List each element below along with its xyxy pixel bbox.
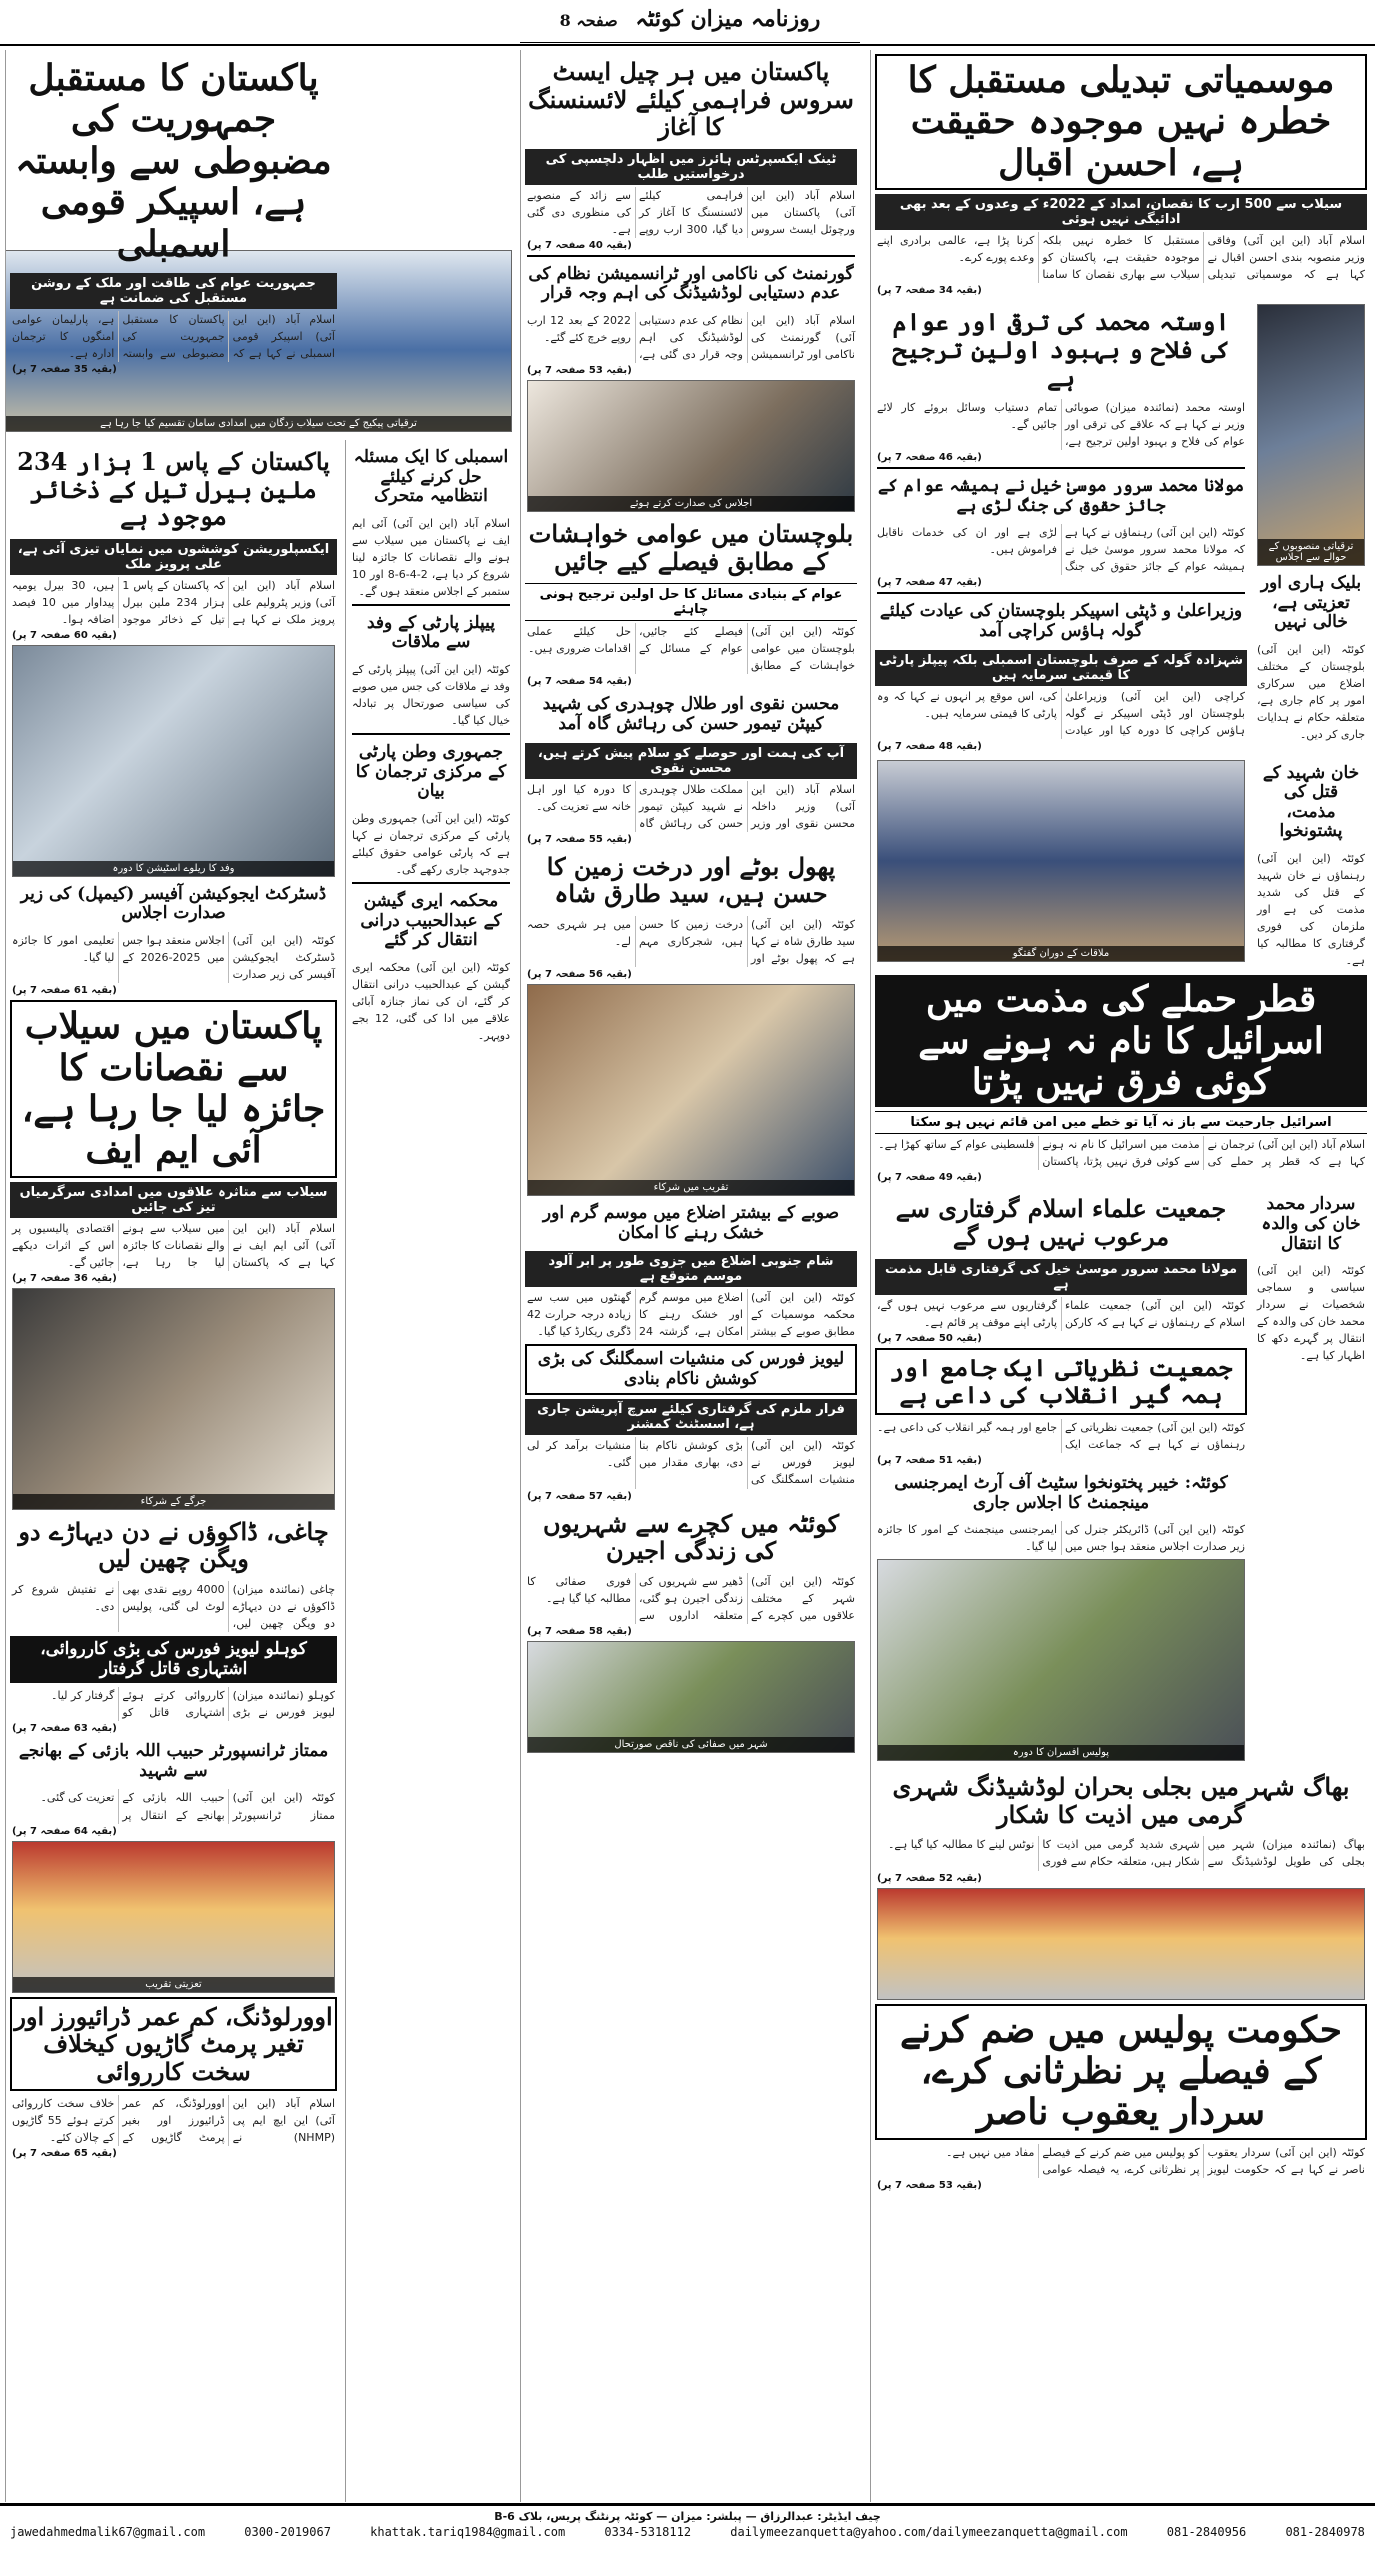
headline: پھول بوٹے اور درخت زمین کا حسن ہیں، سید طارق شاہ bbox=[546, 851, 836, 909]
divider bbox=[877, 592, 1245, 594]
phone-number: 081-2840978 bbox=[1285, 2525, 1365, 2539]
column-right bbox=[870, 50, 1371, 2502]
article-body: کوئٹہ (این این آئی) جمہوری وطن پارٹی کے مرکزی ترجمان نے کہا ہے کہ پارٹی عوامی حقوق کیلئے جدوجہد جاری رکھے گی۔ bbox=[352, 811, 510, 876]
divider bbox=[877, 467, 1245, 469]
article-body: کوئٹہ (این این آئی) لیویز فورس نے منشیات اسمگلنگ کی بڑی کوشش ناکام بنا دی، بھاری مقدار میں منشیات برآمد کر لی گئی۔ bbox=[527, 1439, 855, 1487]
page-number: صفحہ 8 bbox=[559, 11, 618, 30]
continued-note: (بقیہ 60 صفحہ 7 پر) bbox=[12, 629, 117, 641]
news-photo bbox=[12, 645, 335, 877]
continued-note: (بقیہ 56 صفحہ 7 پر) bbox=[527, 969, 632, 981]
news-photo bbox=[1257, 304, 1365, 566]
subheadline: عوام کے بنیادی مسائل کا حل اولین ترجیح ہونی چاہئے bbox=[525, 583, 857, 621]
headline: موسمیاتی تبدیلی مستقبل کا خطرہ نہیں موجودہ حقیقت ہے، احسن اقبال bbox=[875, 54, 1367, 190]
photo-caption: اجلاس کی صدارت کرتے ہوئے bbox=[528, 496, 854, 511]
article-body: کراچی (این این آئی) وزیراعلیٰ بلوچستان اور ڈپٹی اسپیکر نے گولہ ہاؤس کراچی کا دورہ کیا اور عیادت کی، اس موقع پر انہوں نے کہا کہ وہ پارٹی کا قیمتی سرمایہ ہیں۔ bbox=[877, 689, 1245, 737]
news-photo bbox=[877, 1559, 1245, 1761]
photo-caption: شہر میں صفائی کی ناقص صورتحال bbox=[528, 1737, 854, 1752]
headline: بھاگ شہر میں بجلی بحران لوڈشیڈنگ شہری گرمی میں اذیت کا شکار bbox=[892, 1772, 1350, 1829]
headline: پاکستان میں سیلاب سے نقصانات کا جائزہ لیا جا رہا ہے، آئی ایم ایف bbox=[10, 1000, 337, 1178]
continued-note: (بقیہ 65 صفحہ 7 پر) bbox=[12, 2148, 117, 2160]
article-body: اسلام آباد (این این آئی) ترجمان نے کہا ہے کہ قطر پر حملے کی مذمت میں اسرائیل کا نام نہ ہونے سے کوئی فرق نہیں پڑتا، پاکستان فلسطینی عوام کے ساتھ کھڑا ہے۔ bbox=[878, 1138, 1365, 1169]
headline: اسمبلی کا ایک مسئلہ حل کرنے کیلئے انتظامیہ متحرک bbox=[353, 447, 509, 507]
photo-caption: وفد کا ریلوے اسٹیشن کا دورہ bbox=[13, 861, 334, 876]
subheadline: فرار ملزم کی گرفتاری کیلئے سرچ آپریشن جاری ہے، اسسٹنٹ کمشنر bbox=[525, 1399, 857, 1435]
headline: چاغی، ڈاکوؤں نے دن دیہاڑے دو ویگن چھین لیں bbox=[18, 1516, 329, 1574]
article-body: بھاگ (نمائندہ میزان) شہر میں بجلی کی طویل لوڈشیڈنگ سے شہری شدید گرمی میں اذیت کا شکار ہیں، متعلقہ حکام سے فوری نوٹس لینے کا مطالبہ کیا گیا ہے۔ bbox=[887, 1838, 1365, 1869]
divider bbox=[352, 604, 510, 606]
article-body: کوئٹہ (این این آئی) شہر کے مختلف علاقوں میں کچرے کے ڈھیر سے شہریوں کی زندگی اجیرن ہو گئی، متعلقہ اداروں سے فوری صفائی کا مطالبہ کیا گیا ہے۔ bbox=[527, 1574, 855, 1622]
headline: محکمہ ایری گیشن کے عبدالحبیب درانی انتقال کر گئے bbox=[360, 890, 502, 951]
article-body: کوئٹہ (این این آئی) محکمہ ایری گیشن کے عبدالحبیب درانی انتقال کر گئے، ان کی نماز جنازہ آبائی علاقے میں ادا کی گئی، 12 بجے دوپہر۔ bbox=[352, 960, 511, 1042]
top-rule bbox=[0, 44, 1375, 46]
footer-imprint bbox=[0, 2503, 1375, 2560]
continued-note: (بقیہ 34 صفحہ 7 پر) bbox=[877, 285, 982, 297]
subheadline: آپ کی ہمت اور حوصلے کو سلام پیش کرتے ہیں، محسن نقوی bbox=[525, 743, 857, 779]
photo-caption: تقریب میں شرکاء bbox=[528, 1180, 854, 1195]
headline: گورنمنٹ کی ناکامی اور ٹرانسمیشن نظام کی عدم دستیابی لوڈشیڈنگ کی اہم وجہ قرار bbox=[528, 263, 854, 304]
article-body: کوئٹہ (این این آئی) سردار یعقوب ناصر نے کہا ہے کہ حکومت لیویز کو پولیس میں ضم کرنے کے فیصلے پر نظرثانی کرے، یہ فیصلہ عوامی مفاد میں نہیں ہے۔ bbox=[946, 2145, 1365, 2176]
article-body: کوئٹہ (این این آئی) ممتاز ٹرانسپورٹر حبیب اللہ بازئی کے بھانجے کے انتقال پر تعزیت کی گئی۔ bbox=[40, 1791, 335, 1822]
subheadline: جمہوریت عوام کی طاقت اور ملک کے روشن مستقبل کی ضمانت ہے bbox=[10, 273, 337, 309]
headline: ڈسٹرکٹ ایجوکیشن آفیسر (کیمپل) کی زیر صدارت اجلاس bbox=[20, 883, 327, 924]
headline: لیویز فورس کی منشیات اسمگلنگ کی بڑی کوشش ناکام بنادی bbox=[525, 1344, 857, 1395]
photo-caption: جرگے کے شرکاء bbox=[13, 1494, 334, 1509]
continued-note: (بقیہ 54 صفحہ 7 پر) bbox=[527, 676, 632, 688]
article-body: اسلام آباد (این این آئی) پاکستان میں ورچوئل ایسٹ سروس فراہمی کیلئے لائسنسنگ کا آغاز کر دیا گیا، 300 ارب روپے سے زائد کے منصوبے کی منظوری دی گئی ہے۔ bbox=[527, 188, 855, 236]
headline: پاکستان میں ہر چیل ایسٹ سروس فراہمی کیلئے لائسنسنگ کا آغاز bbox=[528, 57, 854, 142]
continued-note: (بقیہ 36 صفحہ 7 پر) bbox=[12, 1272, 117, 1284]
subheadline: شام جنوبی اضلاع میں جزوی طور پر ابر آلود موسم متوقع ہے bbox=[525, 1251, 857, 1287]
article-body: کوئٹہ (این این آئی) پیپلز پارٹی کے وفد نے ملاقات کی جس میں صوبے کی سیاسی صورتحال پر تبادلہ خیال کیا گیا۔ bbox=[352, 662, 510, 728]
article-body: کوئٹہ (این این آئی) رہنماؤں نے کہا ہے کہ مولانا محمد سرور موسیٰ خیل نے ہمیشہ عوام کے جائز حقوق کی جنگ لڑی ہے اور ان کی خدمات ناقابل فراموش ہیں۔ bbox=[877, 526, 1245, 574]
article-body: چاغی (نمائندہ میزان) ڈاکوؤں نے دن دیہاڑے دو ویگن چھین لیں، 4000 روپے نقدی بھی لوٹ لی گئی، پولیس نے تفتیش شروع کر دی۔ bbox=[12, 1583, 335, 1631]
article-body: اسلام آباد (این این آئی) وفاقی وزیر منصوبہ بندی احسن اقبال نے کہا ہے کہ موسمیاتی تبدیلی مستقبل کا خطرہ نہیں بلکہ موجودہ حقیقت ہے، پاکستان کو سیلاب سے بھاری نقصان کا سامنا کرنا پڑا ہے، عالمی برادری اپنے وعدے پورے کرے۔ bbox=[877, 234, 1365, 282]
continued-note: (بقیہ 63 صفحہ 7 پر) bbox=[12, 1723, 117, 1735]
headline: جمعیت علماء اسلام گرفتاری سے مرعوب نہیں ہوں گے bbox=[895, 1194, 1227, 1252]
continued-note: (بقیہ 49 صفحہ 7 پر) bbox=[877, 1172, 982, 1184]
article-body: کوئٹہ (این این آئی) ڈسٹرکٹ ایجوکیشن آفیسر کی زیر صدارت اجلاس منعقد ہوا جس میں 2025-2026 کے تعلیمی امور کا جائزہ لیا گیا۔ bbox=[12, 934, 335, 982]
headline: پیپلز پارٹی کے وفد سے ملاقات bbox=[366, 612, 496, 653]
headline: کوئٹہ: خیبر پختونخوا سٹیٹ آف آرٹ ایمرجنسی مینجمنٹ کا اجلاس جاری bbox=[894, 1473, 1228, 1513]
news-photo bbox=[527, 1641, 855, 1753]
news-photo bbox=[12, 1841, 335, 1993]
phone-number: 081-2840956 bbox=[1166, 2525, 1247, 2539]
photo-caption: تعزیتی تقریب bbox=[13, 1977, 334, 1992]
article-body: اسلام آباد (این این آئی) آئی ایم ایف نے کہا ہے کہ پاکستان میں سیلاب سے ہونے والے نقصانات کا جائزہ لیا جا رہا ہے، اقتصادی پالیسیوں پر اس کے اثرات دیکھے جائیں گے۔ bbox=[12, 1221, 335, 1269]
column-narrow bbox=[345, 440, 516, 2502]
continued-note: (بقیہ 53 صفحہ 7 پر) bbox=[527, 365, 632, 377]
continued-note: (بقیہ 57 صفحہ 7 پر) bbox=[527, 1490, 632, 1502]
article-body: کوئٹہ (این این آئی) بلوچستان کے مختلف اضلاع میں سرکاری امور پر کام جاری ہے، متعلقہ حکام نے ہدایات جاری کر دیں۔ bbox=[1257, 642, 1365, 742]
continued-note: (بقیہ 52 صفحہ 7 پر) bbox=[877, 1872, 982, 1884]
continued-note: (بقیہ 40 صفحہ 7 پر) bbox=[527, 239, 632, 251]
continued-note: (بقیہ 53 صفحہ 7 پر) bbox=[877, 2179, 982, 2191]
continued-note: (بقیہ 64 صفحہ 7 پر) bbox=[12, 1825, 117, 1837]
masthead-title: روزنامہ میزان کوئٹہ bbox=[635, 6, 821, 32]
photo-caption: ملاقات کے دوران گفتگو bbox=[878, 946, 1244, 961]
headline: خان شہید کے قتل کی مذمت، پشتونخوا bbox=[1262, 762, 1360, 842]
divider bbox=[352, 733, 510, 735]
headline: بلوچستان میں عوامی خواہشات کے مطابق فیصلے کیے جائیں bbox=[528, 519, 854, 576]
email-address: dailymeezanquetta@yahoo.com/dailymeezanquetta@gmail.com bbox=[730, 2525, 1128, 2539]
subheadline: شہزادہ گولہ کے صرف بلوچستان اسمبلی بلکہ پیپلز پارٹی کا قیمتی سرمایہ ہیں bbox=[875, 650, 1247, 686]
headline: جمہوری وطن پارٹی کے مرکزی ترجمان کا بیان bbox=[355, 742, 507, 802]
divider bbox=[352, 882, 510, 884]
article-body: کوئٹہ (این این آئی) جمعیت نظریاتی کے رہنماؤں نے کہا ہے کہ جماعت ایک جامع اور ہمہ گیر انقلاب کی داعی ہے۔ bbox=[877, 1420, 1245, 1451]
article-body: اسلام آباد (این این آئی) اسپیکر قومی اسمبلی نے کہا ہے کہ پاکستان کا مستقبل جمہوریت کی مضبوطی سے وابستہ ہے، پارلیمان عوامی امنگوں کا ترجمان ادارہ ہے۔ bbox=[12, 312, 335, 361]
article-body: کوئٹہ (این این آئی) سیاسی و سماجی شخصیات نے سردار محمد خان کی والدہ کے انتقال پر گہرے دکھ کا اظہار کیا ہے۔ bbox=[1257, 1264, 1365, 1363]
phone-number: 0300-2019067 bbox=[244, 2525, 331, 2539]
column-center bbox=[520, 50, 861, 2502]
news-photo bbox=[877, 760, 1245, 962]
headline: اوورلوڈنگ، کم عمر ڈرائیورز اور تغیر پرمٹ گاڑیوں کیخلاف سخت کارروائی bbox=[10, 1997, 337, 2092]
continued-note: (بقیہ 55 صفحہ 7 پر) bbox=[527, 833, 632, 845]
article-body: کوہلو (نمائندہ میزان) لیویز فورس نے بڑی کارروائی کرتے ہوئے اشتہاری قاتل کو گرفتار کر لیا۔ bbox=[51, 1689, 335, 1720]
continued-note: (بقیہ 61 صفحہ 7 پر) bbox=[12, 985, 117, 997]
email-address: khattak.tariq1984@gmail.com bbox=[370, 2525, 566, 2539]
headline: محسن نقوی اور طلال چوہدری کی شہید کیپٹن تیمور حسن کی رہائش گاہ آمد bbox=[542, 694, 840, 735]
article-body: اوستہ محمد (نمائندہ میزان) صوبائی وزیر نے کہا ہے کہ علاقے کی ترقی اور عوام کی فلاح و بہبود اولین ترجیح ہے، تمام دستیاب وسائل بروئے کار لائے جائیں گے۔ bbox=[877, 401, 1245, 449]
news-photo bbox=[12, 1288, 335, 1510]
photo-caption: ترقیاتی پیکیج کے تحت سیلاب زدگان میں امدادی سامان تقسیم کیا جا رہا ہے bbox=[6, 416, 511, 431]
divider bbox=[527, 255, 855, 257]
photo-caption: پولیس افسران کا دورہ bbox=[878, 1745, 1244, 1760]
article-body: اسلام آباد (این این آئی) وزیر پٹرولیم علی پرویز ملک نے کہا ہے کہ پاکستان کے پاس 1 ہزار 234 ملین بیرل تیل کے ذخائر موجود ہیں، 30 بیرل یومیہ پیداوار میں 10 فیصد اضافہ ہوا۔ bbox=[12, 578, 335, 626]
continued-note: (بقیہ 58 صفحہ 7 پر) bbox=[527, 1625, 632, 1637]
article-body: اسلام آباد (این این آئی) آئی ایم ایف نے پاکستان میں سیلاب سے ہونے والے نقصانات کا جائزہ لینا شروع کر دیا ہے، 2-4-6-8 اور 10 ستمبر کے اجلاس منعقد ہوں گے۔ bbox=[352, 516, 510, 598]
continued-note: (بقیہ 47 صفحہ 7 پر) bbox=[877, 577, 982, 589]
subheadline: سیلاب سے متاثرہ علاقوں میں امدادی سرگرمیاں تیز کی جائیں bbox=[10, 1182, 337, 1218]
imprint-line: چیف ایڈیٹر: عبدالرزاق — پبلشر: میزان — کوئٹہ پرنٹنگ پریس، بلاک B-6 bbox=[494, 2510, 881, 2523]
article-body: کوئٹہ (این این آئی) رہنماؤں نے خان شہید کے قتل کی شدید مذمت کی ہے اور ملزمان کی فوری گرفتاری کا مطالبہ کیا ہے۔ bbox=[1257, 851, 1365, 968]
subheadline: ایکسپلوریشن کوششوں میں نمایاں تیزی آئی ہے، علی پرویز ملک bbox=[10, 539, 337, 575]
column-left-lower bbox=[5, 440, 341, 2502]
continued-note: (بقیہ 51 صفحہ 7 پر) bbox=[877, 1455, 982, 1467]
article-body: اسلام آباد (این این آئی) گورنمنٹ کی ناکامی اور ٹرانسمیشن نظام کی عدم دستیابی لوڈشیڈنگ کی اہم وجہ قرار دی گئی ہے، 2022 کے بعد 12 ارب روپے خرچ کئے گئے۔ bbox=[527, 314, 855, 362]
news-photo bbox=[527, 984, 855, 1196]
subheadline: سیلاب سے 500 ارب کا نقصان، امداد کے 2022ء کے وعدوں کے بعد بھی ادائیگی نہیں ہوئی bbox=[875, 194, 1367, 230]
article-body: اسلام آباد (این این آئی) وزیر داخلہ محسن نقوی اور وزیر مملکت طلال چوہدری نے شہید کیپٹن تیمور حسن کی رہائش گاہ کا دورہ کیا اور اہل خانہ سے تعزیت کی۔ bbox=[527, 782, 855, 830]
headline: ممتاز ٹرانسپورٹر حبیب اللہ بازئی کے بھانجے سے شہید bbox=[18, 1741, 329, 1781]
headline: وزیراعلیٰ و ڈپٹی اسپیکر بلوچستان کی عیادت کیلئے گولہ ہاؤس کراچی آمد bbox=[879, 601, 1243, 642]
headline: مولانا محمد سرور موسیٰ خیل نے ہمیشہ عوام کے جائز حقوق کی جنگ لڑی ہے bbox=[877, 476, 1245, 516]
subheadline: ٹینک ایکسپرٹس ہائرز میں اظہار دلچسپی کی درخواستیں طلب bbox=[525, 149, 857, 185]
photo-caption: ترقیاتی منصوبوں کے حوالے سے اجلاس bbox=[1258, 539, 1364, 565]
headline: صوبے کے بیشتر اضلاع میں موسم گرم اور خشک رہنے کا امکان bbox=[542, 1203, 840, 1243]
subheadline: مولانا محمد سرور موسیٰ خیل کی گرفتاری قابل مذمت ہے bbox=[875, 1259, 1247, 1295]
continued-note: (بقیہ 50 صفحہ 7 پر) bbox=[877, 1332, 982, 1344]
news-photo bbox=[877, 1888, 1365, 2000]
headline: سردار محمد خان کی والدہ کا انتقال bbox=[1261, 1194, 1361, 1254]
subheadline: اسرائیل جارحیت سے باز نہ آیا تو خطے میں امن قائم نہیں ہو سکتا bbox=[875, 1111, 1367, 1134]
headline: بلیک ہاری اور تعزیتی ہے، خالی نہیں bbox=[1260, 573, 1362, 633]
headline: پاکستان کے پاس 1 ہزار 234 ملین بیرل تیل کے ذخائر موجود ہے bbox=[17, 447, 330, 532]
article-body: کوئٹہ (این این آئی) سید طارق شاہ نے کہا ہے کہ پھول بوٹے اور درخت زمین کا حسن ہیں، شجرکاری مہم میں ہر شہری حصہ لے۔ bbox=[527, 917, 855, 965]
article-body: کوئٹہ (این این آئی) ڈائریکٹر جنرل کی زیر صدارت اجلاس منعقد ہوا جس میں ایمرجنسی مینجمنٹ کے امور کا جائزہ لیا گیا۔ bbox=[877, 1523, 1245, 1554]
contact-line bbox=[0, 2525, 1375, 2539]
headline: اوستہ محمد کی ترقی اور عوام کی فلاح و بہبود اولین ترجیح ہے bbox=[892, 307, 1230, 392]
article-body: کوئٹہ (این این آئی) محکمہ موسمیات کے مطابق صوبے کے بیشتر اضلاع میں موسم گرم اور خشک رہنے کا امکان ہے، گزشتہ 24 گھنٹوں میں سب سے زیادہ درجہ حرارت 42 ڈگری ریکارڈ کیا گیا۔ bbox=[527, 1291, 855, 1339]
phone-number: 0334-5318112 bbox=[604, 2525, 692, 2539]
headline: قطر حملے کی مذمت میں اسرائیل کا نام نہ ہونے سے کوئی فرق نہیں پڑتا bbox=[875, 975, 1367, 1107]
headline: کوئٹہ میں کچرے سے شہریوں کی زندگی اجیرن bbox=[542, 1508, 840, 1566]
continued-note: (بقیہ 46 صفحہ 7 پر) bbox=[877, 452, 982, 464]
continued-note: (بقیہ 35 صفحہ 7 پر) bbox=[12, 364, 117, 376]
article-body: اسلام آباد (این این آئی) این ایچ ایم پی (NHMP) نے اوورلوڈنگ، کم عمر ڈرائیورز اور بغیر پرمٹ گاڑیوں کے خلاف سخت کارروائی کرتے ہوئے 55 گاڑیوں کے چالان کئے۔ bbox=[12, 2097, 335, 2145]
continued-note: (بقیہ 48 صفحہ 7 پر) bbox=[877, 740, 982, 752]
headline: کوہلو لیویز فورس کی بڑی کارروائی، اشتہاری قاتل گرفتار bbox=[10, 1636, 337, 1683]
masthead bbox=[520, 6, 860, 45]
headline: حکومت پولیس میں ضم کرنے کے فیصلے پر نظرثانی کرے، سردار یعقوب ناصر bbox=[875, 2004, 1367, 2140]
article-body: کوئٹہ (این این آئی) جمعیت علماء اسلام کے رہنماؤں نے کہا ہے کہ کارکن گرفتاریوں سے مرعوب نہیں ہوں گے، پارٹی اپنے موقف پر قائم ہے۔ bbox=[877, 1298, 1245, 1329]
news-photo bbox=[527, 380, 855, 512]
email-address: jawedahmedmalik67@gmail.com bbox=[10, 2525, 206, 2539]
headline: جمعیت نظریاتی ایک جامع اور ہمہ گیر انقلاب کی داعی ہے bbox=[875, 1348, 1247, 1415]
article-body: کوئٹہ (این این آئی) بلوچستان میں عوامی خواہشات کے مطابق فیصلے کئے جائیں، عوام کے مسائل کے حل کیلئے عملی اقدامات ضروری ہیں۔ bbox=[527, 625, 855, 673]
headline: پاکستان کا مستقبل جمہوریت کی مضبوطی سے وابستہ ہے، اسپیکر قومی اسمبلی bbox=[15, 57, 332, 265]
